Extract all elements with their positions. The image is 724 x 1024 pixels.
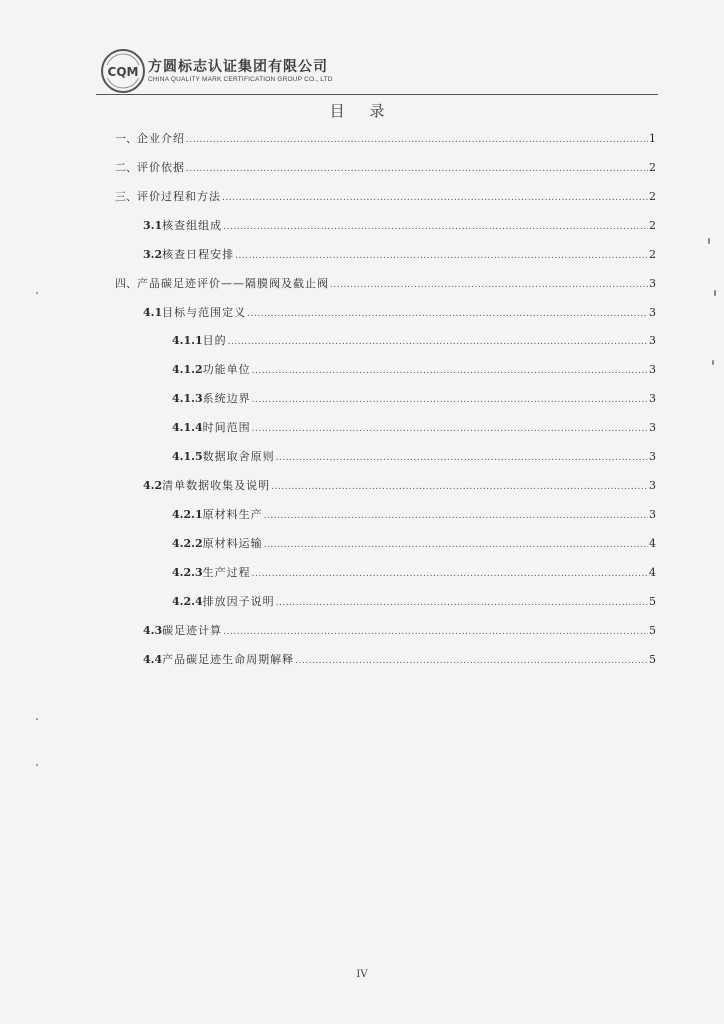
- toc-entry-text: 生产过程: [202, 566, 251, 579]
- scan-speck: [714, 290, 716, 296]
- cqm-logo: [100, 48, 146, 94]
- toc-entry-text: 产品碳足迹评价——隔膜阀及截止阀: [137, 277, 329, 290]
- toc-entry[interactable]: [143, 623, 656, 639]
- toc-entry[interactable]: [172, 420, 656, 436]
- toc-entry[interactable]: [115, 131, 656, 147]
- toc-entry-number: 4.2.1: [172, 508, 203, 521]
- toc-entry-page: 3: [649, 421, 656, 434]
- toc-entry[interactable]: [172, 449, 656, 465]
- toc-leader-dots: [222, 190, 648, 206]
- toc-entry-page: 2: [649, 219, 656, 232]
- toc-entry-text: 目标与范围定义: [162, 306, 247, 319]
- toc-entry[interactable]: [115, 276, 656, 292]
- toc-entry-text: 碳足迹计算: [162, 624, 223, 637]
- toc-entry-text: 目的: [202, 334, 227, 347]
- toc-entry[interactable]: [172, 536, 656, 552]
- company-name-cn: 方圆标志认证集团有限公司: [148, 59, 328, 75]
- toc-entry-page: 3: [649, 508, 656, 521]
- toc-entry[interactable]: [143, 478, 656, 494]
- toc-entry-page: 3: [649, 392, 656, 405]
- scan-speck: [36, 764, 38, 766]
- toc-entry-page: 2: [649, 190, 656, 203]
- toc-entry-page: 3: [649, 363, 656, 376]
- toc-entry-number: 四、: [115, 277, 137, 290]
- toc-entry-text: 功能单位: [202, 363, 251, 376]
- toc-entry[interactable]: [172, 594, 656, 610]
- toc-entry[interactable]: [115, 160, 656, 176]
- toc-entry-text: 时间范围: [202, 421, 251, 434]
- toc-entry[interactable]: [143, 652, 656, 668]
- toc-entry-page: 3: [649, 450, 656, 463]
- toc-entry-page: 4: [649, 566, 656, 579]
- toc-entry[interactable]: [172, 565, 656, 581]
- toc-entry-number: 三、: [115, 190, 137, 203]
- toc-leader-dots: [252, 421, 648, 437]
- toc-leader-dots: [228, 334, 648, 350]
- toc-entry[interactable]: [115, 189, 656, 205]
- toc-leader-dots: [276, 450, 648, 466]
- toc-entry[interactable]: [172, 333, 656, 349]
- toc-entry-text: 排放因子说明: [202, 595, 275, 608]
- toc-leader-dots: [223, 624, 648, 640]
- toc-entry-page: 2: [649, 248, 656, 261]
- toc-entry-page: 3: [649, 479, 656, 492]
- page-number: IV: [356, 969, 368, 980]
- toc-entry-number: 4.3: [143, 624, 163, 637]
- toc-entry-number: 4.2.2: [172, 537, 203, 550]
- toc-entry-number: 4.1.1: [172, 334, 203, 347]
- scan-speck: [36, 292, 38, 294]
- toc-entry[interactable]: [143, 218, 656, 234]
- toc-entry-text: 评价依据: [137, 161, 185, 174]
- toc-entry-text: 数据取舍原则: [202, 450, 275, 463]
- toc-entry-text: 系统边界: [202, 392, 251, 405]
- scan-speck: [708, 238, 710, 244]
- company-name-en: CHINA QUALITY MARK CERTIFICATION GROUP CO., LTD: [148, 76, 333, 83]
- toc-leader-dots: [235, 248, 648, 264]
- toc-entry-number: 4.1.2: [172, 363, 203, 376]
- toc-entry-number: 4.2.3: [172, 566, 203, 579]
- toc-entry-number: 一、: [115, 132, 137, 145]
- toc-entry-page: 5: [649, 624, 656, 637]
- toc-entry-text: 核查日程安排: [162, 248, 235, 261]
- toc-entry-text: 原材料生产: [202, 508, 263, 521]
- toc-entry-page: 1: [649, 132, 656, 145]
- toc-entry-page: 3: [649, 334, 656, 347]
- toc-entry-number: 3.1: [143, 219, 163, 232]
- logo-text: CQM: [107, 65, 139, 79]
- toc-entry-text: 企业介绍: [137, 132, 185, 145]
- toc-entry-number: 4.1.3: [172, 392, 203, 405]
- toc-entry-number: 4.2.4: [172, 595, 203, 608]
- toc-entry[interactable]: [172, 391, 656, 407]
- toc-entry-number: 4.1.5: [172, 450, 203, 463]
- toc-leader-dots: [271, 479, 648, 495]
- toc-entry-text: 产品碳足迹生命周期解释: [162, 653, 295, 666]
- toc-entry-page: 5: [649, 595, 656, 608]
- toc-leader-dots: [276, 595, 648, 611]
- toc-entry-text: 原材料运输: [202, 537, 263, 550]
- toc-leader-dots: [264, 508, 648, 524]
- toc-entry-text: 清单数据收集及说明: [162, 479, 271, 492]
- toc-leader-dots: [264, 537, 648, 553]
- toc-entry-text: 核查组组成: [162, 219, 223, 232]
- header-divider: [96, 94, 658, 95]
- toc-leader-dots: [252, 363, 648, 379]
- toc-leader-dots: [330, 277, 648, 293]
- toc-leader-dots: [247, 306, 648, 322]
- toc-entry-page: 3: [649, 277, 656, 290]
- toc-entry-page: 5: [649, 653, 656, 666]
- toc-entry-number: 二、: [115, 161, 137, 174]
- toc-title: 目 录: [329, 102, 395, 120]
- toc-entry[interactable]: [172, 362, 656, 378]
- toc-entry-page: 4: [649, 537, 656, 550]
- toc-leader-dots: [295, 653, 648, 669]
- toc-entry-number: 4.4: [143, 653, 163, 666]
- scan-speck: [712, 360, 714, 365]
- toc-entry-text: 评价过程和方法: [137, 190, 221, 203]
- toc-leader-dots: [186, 132, 648, 148]
- toc-leader-dots: [252, 392, 648, 408]
- toc-leader-dots: [252, 566, 648, 582]
- toc-entry-number: 3.2: [143, 248, 163, 261]
- letterhead: [96, 46, 658, 96]
- toc-entry-number: 4.1: [143, 306, 163, 319]
- toc-entry-number: 4.2: [143, 479, 163, 492]
- toc-entry-number: 4.1.4: [172, 421, 203, 434]
- toc-leader-dots: [223, 219, 648, 235]
- toc-entry[interactable]: [143, 247, 656, 263]
- toc-leader-dots: [186, 161, 648, 177]
- toc-entry-page: 3: [649, 306, 656, 319]
- toc-entry[interactable]: [143, 305, 656, 321]
- toc-entry[interactable]: [172, 507, 656, 523]
- scan-speck: [36, 718, 38, 720]
- toc-entry-page: 2: [649, 161, 656, 174]
